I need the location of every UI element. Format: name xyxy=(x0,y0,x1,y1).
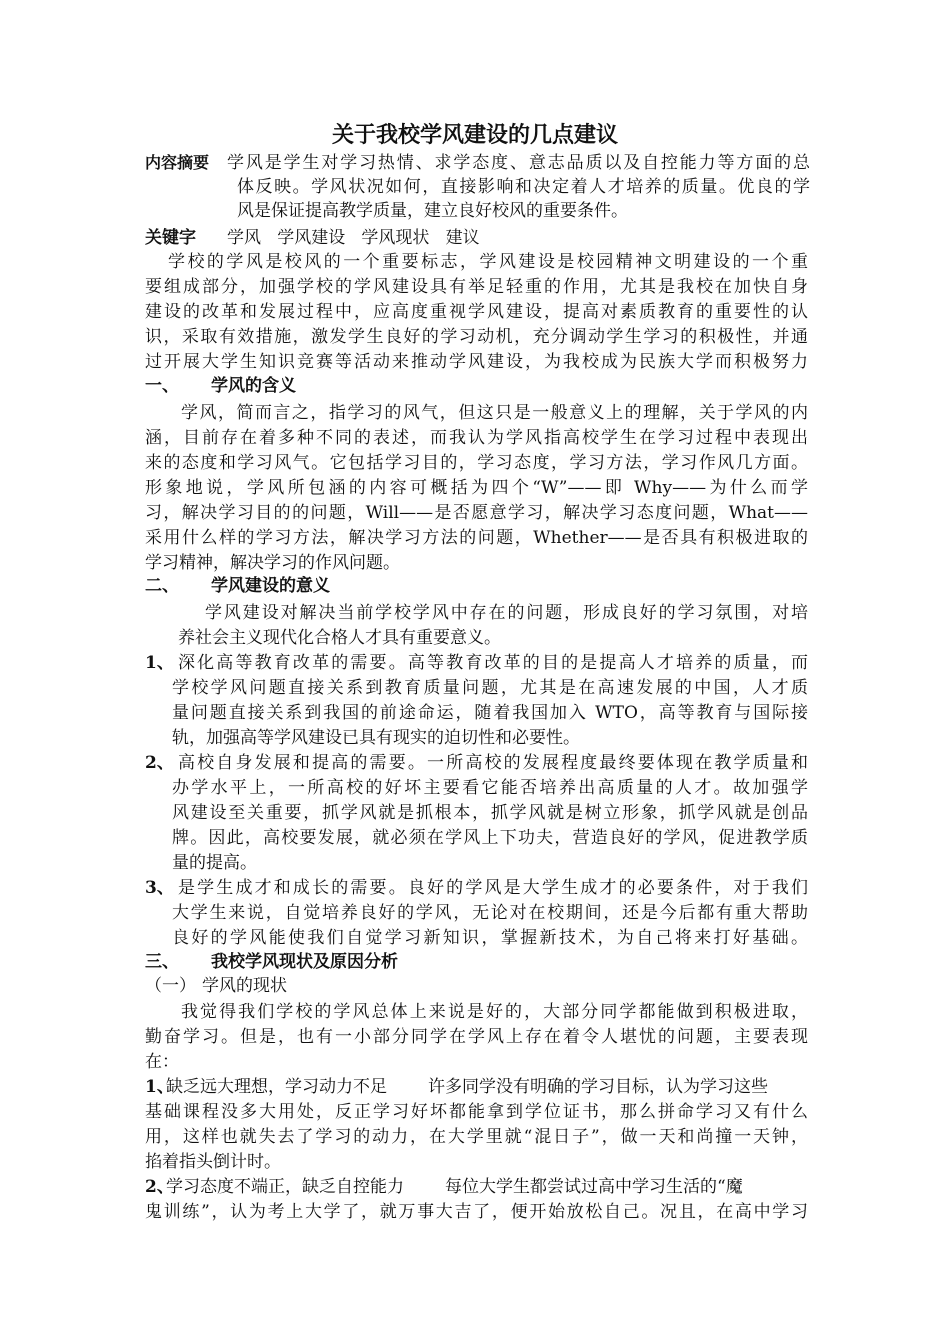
point-heading: 缺乏远大理想，学习动力不足 xyxy=(166,1077,387,1097)
list-item-line: 风建设至关重要，抓学风就是抓根本，抓学风就是树立形象，抓学风就是创品 xyxy=(172,803,808,823)
section1-heading: 学风的含义 xyxy=(211,376,296,396)
section2-intro-line: 养社会主义现代化合格人才具有重要意义。 xyxy=(178,628,501,648)
point-line: 基础课程没多大用处，反正学习好坏都能拿到学位证书，那么拼命学习又有什么 xyxy=(145,1102,808,1122)
subsection-heading: 学风的现状 xyxy=(202,976,287,996)
intro-line: 要组成部分，加强学校的学风建设具有举足轻重的作用，尤其是我校在加快自身 xyxy=(145,277,808,297)
intro-line: 学校的学风是校风的一个重要标志，学风建设是校园精神文明建设的一个重 xyxy=(168,252,808,272)
list-item-line: 是学生成才和成长的需要。良好的学风是大学生成才的必要条件，对于我们 xyxy=(178,878,808,898)
point-line: 许多同学没有明确的学习目标，认为学习这些 xyxy=(428,1077,768,1097)
intro-line: 建设的改革和发展过程中，应高度重视学风建设，提高对素质教育的重要性的认 xyxy=(145,302,808,322)
section1-line: 来的态度和学习风气。它包括学习目的，学习态度，学习方法，学习作风几方面。 xyxy=(145,453,808,473)
list-item-line: 良好的学风能使我们自觉学习新知识，掌握新技术，为自己将来打好基础。 xyxy=(172,928,808,948)
list-item-line: 学校学风问题直接关系到教育质量问题，尤其是在高速发展的中国，人才质 xyxy=(172,678,808,698)
section2-number: 二、 xyxy=(145,576,179,596)
point-heading: 学习态度不端正，缺乏自控能力 xyxy=(166,1177,404,1197)
section2-intro-line: 学风建设对解决当前学校学风中存在的问题，形成良好的学习氛围，对培 xyxy=(205,603,808,623)
section1-line: 形象地说，学风所包涵的内容可概括为四个“W”——即 Why——为什么而学 xyxy=(145,478,808,498)
point-line: 用，这样也就失去了学习的动力，在大学里就“混日子”，做一天和尚撞一天钟， xyxy=(145,1127,808,1147)
section3-heading: 我校学风现状及原因分析 xyxy=(211,952,398,972)
section1-line: 习，解决学习目的的问题，Will——是否愿意学习，解决学习态度问题，What—— xyxy=(145,503,808,523)
list-item-line: 牌。因此，高校要发展，就必须在学风上下功夫，营造良好的学风，促进教学质 xyxy=(172,828,808,848)
abstract-label: 内容摘要 xyxy=(145,153,210,172)
abstract-line: 学风是学生对学习热情、求学态度、意志品质以及自控能力等方面的总 xyxy=(227,153,810,173)
section2-heading: 学风建设的意义 xyxy=(211,576,330,596)
point-number: 1、 xyxy=(145,1077,174,1097)
section1-line: 学习精神，解决学习的作风问题。 xyxy=(145,553,400,573)
document-title: 关于我校学风建设的几点建议 xyxy=(331,122,618,148)
list-item-number: 2、 xyxy=(145,753,174,773)
section3-intro-line: 我觉得我们学校的学风总体上来说是好的，大部分同学都能做到积极进取， xyxy=(181,1002,808,1022)
abstract-line: 风是保证提高教学质量，建立良好校风的重要条件。 xyxy=(237,201,628,221)
section3-intro-line: 勤奋学习。但是，也有一小部分同学在学风上存在着令人堪忧的问题，主要表现 xyxy=(145,1027,808,1047)
section1-number: 一、 xyxy=(145,376,179,396)
list-item-line: 办学水平上，一所高校的好坏主要看它能否培养出高质量的人才。故加强学 xyxy=(172,778,808,798)
section1-line: 采用什么样的学习方法，解决学习方法的问题，Whether——是否具有积极进取的 xyxy=(145,528,808,548)
point-line: 鬼训练”，认为考上大学了，就万事大吉了，便开始放松自己。况且，在高中学习 xyxy=(145,1202,808,1222)
section1-line: 学风，简而言之，指学习的风气，但这只是一般意义上的理解，关于学风的内 xyxy=(181,403,808,423)
keywords-label: 关键字 xyxy=(145,228,196,248)
list-item-line: 高校自身发展和提高的需要。一所高校的发展程度最终要体现在教学质量和 xyxy=(178,753,808,773)
keywords-text: 学风 学风建设 学风现状 建议 xyxy=(227,228,480,248)
list-item-number: 3、 xyxy=(145,878,174,898)
section3-number: 三、 xyxy=(145,952,179,972)
intro-line: 过开展大学生知识竞赛等活动来推动学风建设，为我校成为民族大学而积极努力 xyxy=(145,352,808,372)
list-item-number: 1、 xyxy=(145,653,174,673)
list-item-line: 轨，加强高等学风建设已具有现实的迫切性和必要性。 xyxy=(172,728,580,748)
section1-line: 涵，目前存在着多种不同的表述，而我认为学风指高校学生在学习过程中表现出 xyxy=(145,428,808,448)
list-item-line: 深化高等教育改革的需要。高等教育改革的目的是提高人才培养的质量，而 xyxy=(178,653,808,673)
point-number: 2、 xyxy=(145,1177,174,1197)
abstract-line: 体反映。学风状况如何，直接影响和决定着人才培养的质量。优良的学 xyxy=(237,177,810,197)
subsection-label: （一） xyxy=(145,976,196,996)
section3-intro-line: 在： xyxy=(145,1052,179,1072)
list-item-line: 大学生来说，自觉培养良好的学风，无论对在校期间，还是今后都有重大帮助 xyxy=(172,903,808,923)
intro-line: 识，采取有效措施，激发学生良好的学习动机，充分调动学生学习的积极性，并通 xyxy=(145,327,808,347)
list-item-line: 量问题直接关系到我国的前途命运，随着我国加入 WTO，高等教育与国际接 xyxy=(172,703,808,723)
point-line: 掐着指头倒计时。 xyxy=(145,1152,281,1172)
point-line: 每位大学生都尝试过高中学习生活的“魔 xyxy=(445,1177,743,1197)
list-item-line: 量的提高。 xyxy=(172,853,257,873)
